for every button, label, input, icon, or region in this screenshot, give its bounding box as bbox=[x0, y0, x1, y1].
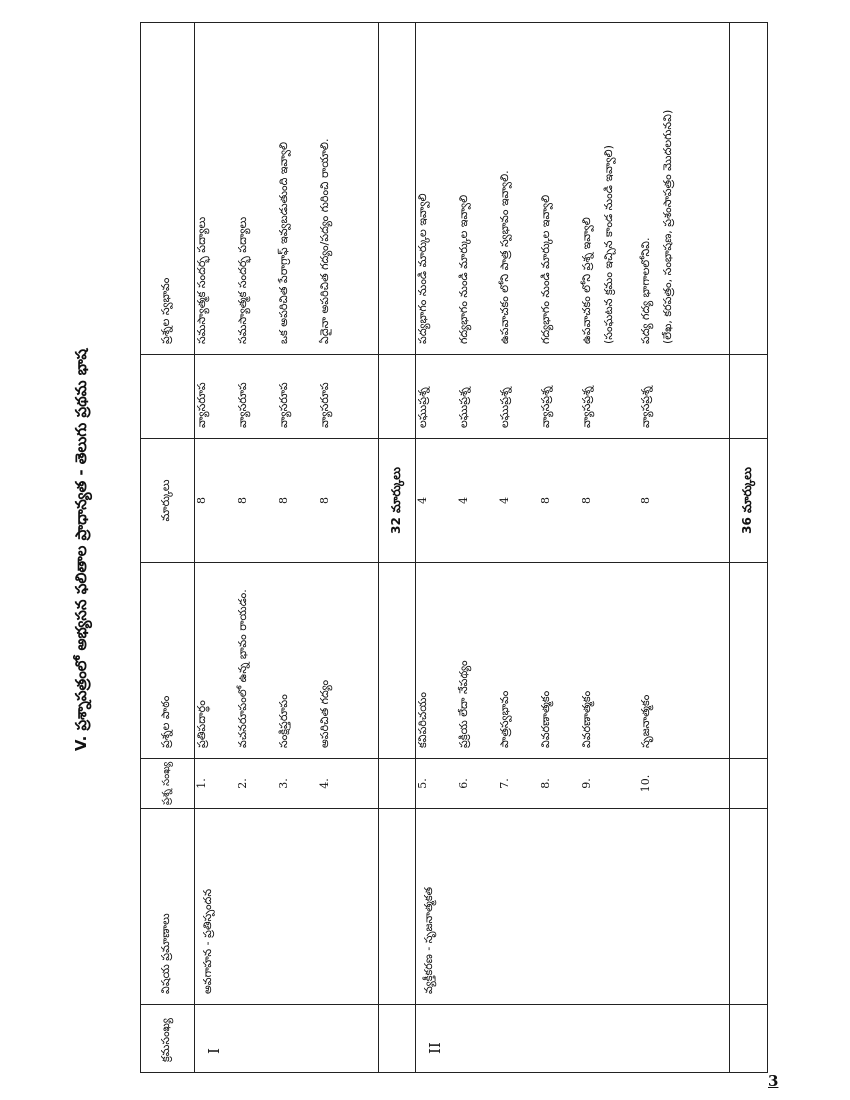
question-topic: వివరణాత్మకం bbox=[580, 690, 594, 748]
question-topic: పాత్రస్వభావం bbox=[498, 690, 512, 748]
question-number: 9. bbox=[580, 778, 594, 789]
question-nature: ఏదైనా అపరిచిత గద్యం/పద్యం గురించి రాయాలి. bbox=[317, 138, 331, 344]
question-number: 3. bbox=[276, 778, 290, 789]
question-marks: 8 bbox=[580, 497, 594, 504]
question-marks: 8 bbox=[639, 497, 653, 504]
question-nature: పద్య గద్య భాగాలలోనివి. bbox=[639, 237, 653, 344]
question-number: 1. bbox=[194, 778, 208, 789]
page-title: V. ప్రశ్నాపత్రంలో అభ్యసన ఫలితాల ప్రాధాన్యత - తెలుగు ప్రథమ భాష bbox=[72, 348, 90, 752]
question-number: 5. bbox=[416, 778, 430, 789]
header-row bbox=[141, 23, 195, 1073]
question-nature: పద్యభాగం నుండి మార్కుల ఇవ్వాలి bbox=[416, 193, 430, 344]
header-marks: మార్కులు bbox=[159, 479, 173, 522]
question-marks: 8 bbox=[276, 497, 290, 504]
question-marks: 4 bbox=[457, 497, 471, 504]
question-marks: 4 bbox=[416, 497, 430, 504]
question-topic: ప్రక్రియ లేదా నేపథ్యం bbox=[457, 660, 471, 748]
question-marks: 8 bbox=[235, 497, 249, 504]
question-nature: సమస్యాత్మక సందర్భ పద్యాలు bbox=[194, 216, 208, 344]
question-type: వ్యాసరూప bbox=[194, 382, 208, 428]
unit-row bbox=[416, 23, 730, 1073]
question-marks: 4 bbox=[498, 497, 512, 504]
question-number: 10. bbox=[639, 774, 653, 793]
question-type: వ్యాసరూప bbox=[317, 382, 331, 428]
question-type: వ్యాసరూప bbox=[235, 382, 249, 428]
blueprint-table bbox=[140, 22, 768, 1073]
unit-row bbox=[194, 23, 378, 1073]
question-nature: ఉపవాచకం లోని పాత్ర స్వభావం ఇవ్వాలి. bbox=[498, 170, 512, 344]
question-topic: కవిపరిచయం bbox=[416, 692, 430, 748]
question-topic: వచనరూపంలో ఉన్న భావం రాయడం. bbox=[235, 589, 249, 748]
subtotal-row bbox=[379, 23, 416, 1073]
question-number: 4. bbox=[317, 778, 331, 789]
question-topic: సృజనాత్మకం bbox=[639, 694, 653, 748]
unit-id: I bbox=[204, 1048, 223, 1054]
question-nature: ఒక అపరిచిత పేరాగ్రాఫ్ ఇవ్వబడుతుంది ఇవ్వాలి bbox=[276, 141, 290, 344]
question-nature: గద్యభాగం నుండి మార్కుల ఇవ్వాలి bbox=[457, 194, 471, 344]
question-type: లఘుప్రశ్న bbox=[416, 387, 430, 428]
question-nature: గద్యభాగం నుండి మార్కుల ఇవ్వాలి bbox=[539, 194, 553, 344]
subtotal-row bbox=[730, 23, 768, 1073]
question-topic: వివరణాత్మకం bbox=[539, 690, 553, 748]
page-number: 3 bbox=[768, 1072, 779, 1090]
question-topic: సంక్షిప్తరూపం bbox=[276, 694, 290, 748]
header-q-no: ప్రశ్న సంఖ్య bbox=[161, 761, 173, 805]
unit-id: II bbox=[426, 1042, 445, 1054]
header-unit-no: క్రమసంఖ్య bbox=[159, 1018, 173, 1062]
question-nature: సమస్యాత్మక సందర్భ పద్యాలు bbox=[235, 216, 249, 344]
question-nature: ఉపవాచకం లోని ప్రశ్న ఇవ్వాలి bbox=[580, 217, 594, 344]
question-type: వ్యాసప్రశ్న bbox=[580, 386, 594, 428]
unit-name: అవగాహన - ప్రతిస్పందన bbox=[200, 888, 214, 994]
question-topic: ప్రతిపదార్థం bbox=[194, 700, 208, 748]
unit-name: వ్యక్తీకరణ - సృజనాత్మకత bbox=[422, 886, 436, 994]
question-topic: అపరిచిత గద్యం bbox=[317, 679, 331, 748]
question-marks: 8 bbox=[539, 497, 553, 504]
question-type: లఘుప్రశ్న bbox=[498, 387, 512, 428]
header-unit-name: విషయ ప్రమాణాలు bbox=[159, 913, 173, 994]
question-type: వ్యాసప్రశ్న bbox=[539, 386, 553, 428]
question-number: 7. bbox=[498, 778, 512, 789]
question-number: 2. bbox=[235, 778, 249, 789]
unit-total: 32 మార్కులు bbox=[388, 467, 403, 534]
header-q-topic: ప్రశ్నల పాఠం bbox=[159, 695, 173, 748]
question-type: వ్యాసరూప bbox=[276, 382, 290, 428]
question-nature-extra: (లేఖ, కరపత్రం, సంభాషణ, ప్రశంసాపత్రం మొదలగునవి) bbox=[661, 109, 675, 344]
question-number: 6. bbox=[457, 778, 471, 789]
question-nature-extra: (సంఘటన క్రమం ఇచ్చిన కాండ నుండి ఇవ్వాలి) bbox=[602, 145, 616, 344]
header-q-nature: ప్రశ్నల స్వభావం bbox=[159, 277, 173, 344]
unit-total: 36 మార్కులు bbox=[740, 467, 755, 534]
question-number: 8. bbox=[539, 778, 553, 789]
question-type: వ్యాసప్రశ్న bbox=[639, 386, 653, 428]
question-marks: 8 bbox=[194, 497, 208, 504]
question-type: లఘుప్రశ్న bbox=[457, 387, 471, 428]
question-marks: 8 bbox=[317, 497, 331, 504]
